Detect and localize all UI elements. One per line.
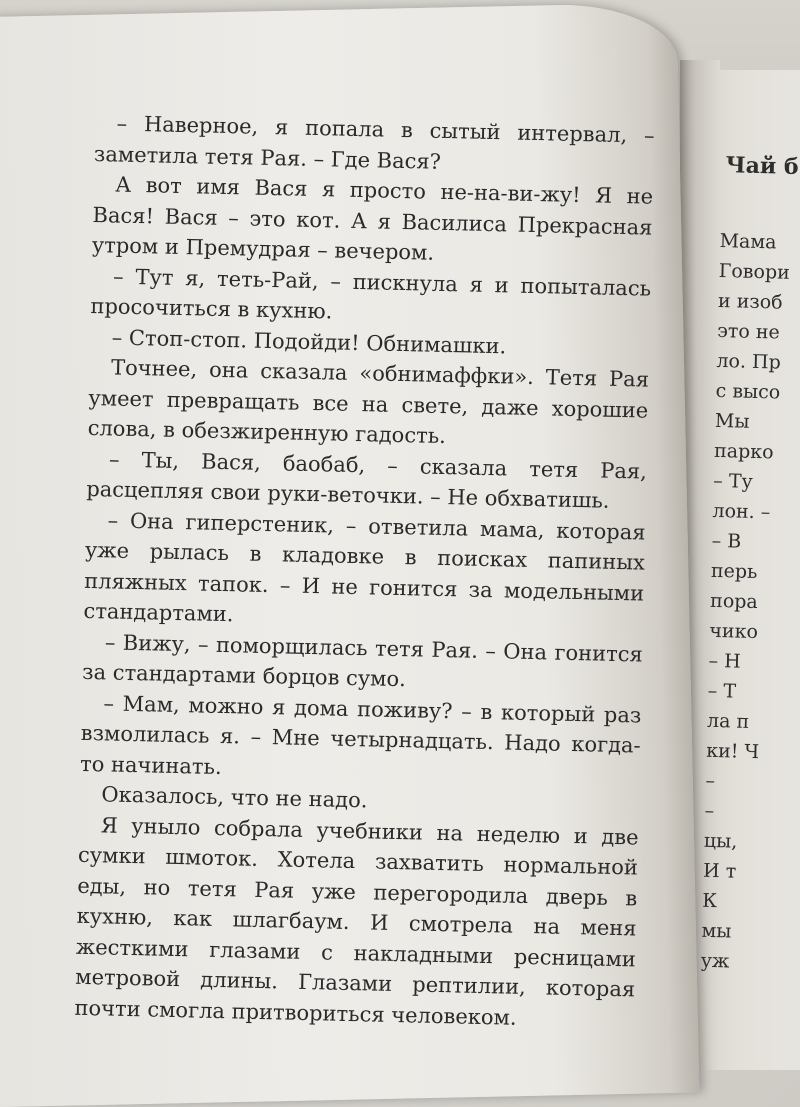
right-line: Мы: [714, 409, 750, 433]
right-line: – Т: [707, 679, 737, 703]
right-line: ки! Ч: [705, 739, 760, 764]
paragraph: – Она гиперстеник, – ответила мама, которая уже рылась в кладовке в поисках папиных пляжных тапок. – И не гонится за модельными стандартами.: [83, 507, 646, 627]
paragraph: Точнее, она сказала «обнимаффки». Тетя Рая умеет превращать все на свете, даже хорошие слова, в обезжиренную гадость.: [87, 355, 650, 449]
paragraph: – Наверное, я попала в сытый интервал, – заметила тетя Рая. – Где Вася?: [93, 111, 655, 174]
right-line: И т: [702, 859, 737, 883]
right-line: парко: [713, 439, 774, 464]
chapter-heading: Чай б: [725, 152, 799, 181]
right-line: –: [704, 799, 715, 823]
right-line: перь: [710, 559, 758, 584]
right-line: цы,: [703, 829, 738, 853]
right-line: Мама: [719, 229, 777, 254]
right-line: ло. Пр: [716, 349, 782, 374]
paragraph: – Мам, можно я дома поживу? – в который раз взмолилась я. – Мне четырнадцать. Надо когда-то начинать.: [79, 690, 642, 779]
right-line: чико: [709, 619, 759, 644]
paragraph: А вот имя Вася я просто не-на-ви-жу! Я не Вася! Вася – это кот. А я Василиса Прекрасная утром и Премудрая – вечером.: [91, 172, 654, 265]
right-line: – В: [711, 529, 742, 553]
paragraph: – Стоп-стоп. Подойди! Обнимашки.: [111, 324, 507, 358]
right-line: с высо: [715, 379, 781, 404]
right-line: уж: [700, 949, 730, 973]
paragraph: Я уныло собрала учебники на неделю и две сумки шмоток. Хотела захватить нормальной еды, но тетя Рая уже перегородила дверь в кухню, как шлагбаум. И смотрела на меня жесткими глазами с накладными ресницами метровой длины. Глазами рептилии, которая почти смогла притвориться человеком.: [74, 812, 639, 1030]
right-line: и изоб: [717, 289, 783, 314]
right-line: пора: [709, 589, 759, 614]
right-line: – Н: [708, 649, 742, 673]
right-line: ла п: [706, 709, 750, 733]
paragraph: Оказалось, что не надо.: [101, 782, 368, 813]
right-line: – Ту: [713, 469, 754, 493]
right-line: –: [705, 769, 716, 793]
right-line: лон. –: [712, 499, 771, 524]
right-line: мы: [701, 919, 732, 943]
right-line: Говори: [718, 259, 791, 284]
right-line: это не: [716, 319, 781, 344]
paragraph: – Ты, Вася, баобаб, – сказала тетя Рая, расцепляя свои руки-веточки. – Не обхватишь.: [86, 446, 648, 513]
right-line: К: [702, 889, 718, 913]
left-page-text: [74, 108, 655, 1035]
paragraph: – Тут я, теть-Рай, – пискнула я и попыталась просочиться в кухню.: [90, 263, 652, 324]
paragraph: – Вижу, – поморщилась тетя Рая. – Она гонится за стандартами борцов сумо.: [81, 629, 644, 692]
